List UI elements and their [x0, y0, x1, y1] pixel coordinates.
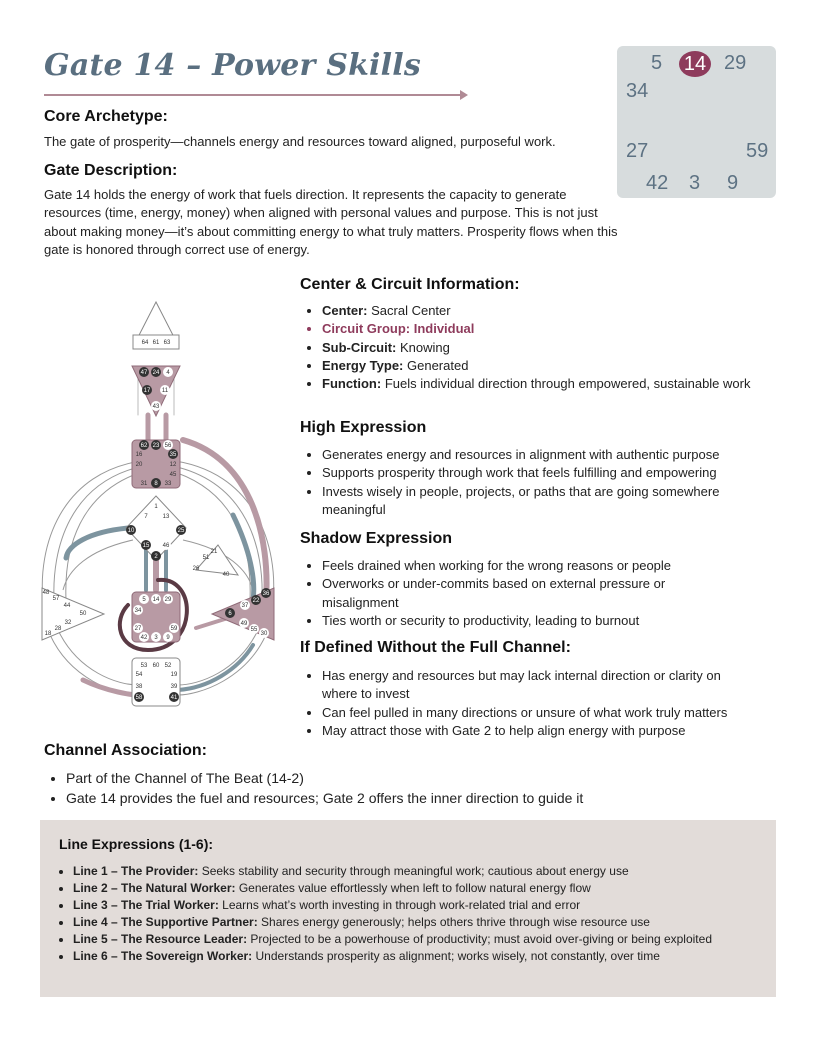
gate-label: 2 [154, 554, 158, 560]
gate-label: 27 [134, 626, 142, 632]
gate-label: 47 [140, 370, 148, 376]
gate-label: 10 [127, 528, 135, 534]
list-item: • Gate 14 provides the fuel and resources; Gate 2 offers the inner direction to guide it [66, 788, 744, 808]
page-title: Gate 14 – Power Skills [44, 48, 421, 83]
gate-label: 61 [152, 340, 160, 346]
core-archetype-section [44, 108, 614, 151]
list-item: • Generates energy and resources in alignment with authentic purpose [322, 446, 770, 464]
gate-label: 59 [170, 626, 178, 632]
gate-label: 56 [164, 443, 172, 449]
gate-number: 5 [651, 52, 663, 74]
high-expression-heading: High Expression [300, 419, 427, 436]
list-item: • Function: Fuels individual direction through empowered, sustainable work [322, 375, 770, 393]
defined-list [300, 667, 752, 740]
list-item: • Feels drained when working for the wrong reasons or people [322, 557, 732, 575]
gate-label: 43 [152, 404, 160, 410]
gate-label: 29 [164, 597, 172, 603]
gate-label: 23 [152, 443, 160, 449]
divider-arrow-icon [460, 90, 468, 100]
gate-label: 53 [140, 663, 148, 669]
gate-label: 5 [142, 597, 146, 603]
core-archetype-heading: Core Archetype: [44, 108, 168, 125]
gate-label: 37 [241, 603, 249, 609]
gate-label: 58 [135, 695, 143, 701]
gate-label: 38 [135, 684, 143, 690]
list-item: • May attract those with Gate 2 to help align energy with purpose [322, 722, 752, 740]
shadow-expression-list [300, 557, 732, 630]
list-item: • Line 3 – The Trial Worker: Learns what’s worth investing in through work-related trial and error [73, 897, 773, 914]
list-item: • Sub-Circuit: Knowing [322, 339, 770, 357]
center-circuit-section [300, 276, 770, 393]
gate-label: 64 [141, 340, 149, 346]
gate-label: 14 [152, 597, 160, 603]
gate-description-text: Gate 14 holds the energy of work that fuels direction. It represents the capacity to generate resources (time, energy, money) when aligned with personal values and purpose. This is not just about making money—it’s about committing energy to what truly matters. Prosperity flows when this gate is honored through correct use of energy. [44, 187, 618, 257]
gate-label: 1 [154, 504, 158, 510]
gate-label: 13 [162, 514, 170, 520]
list-item: • Part of the Channel of The Beat (14-2) [66, 768, 744, 788]
gate-label: 55 [250, 627, 258, 633]
list-item: • Can feel pulled in many directions or unsure of what work truly matters [322, 704, 752, 722]
gate-label: 25 [177, 528, 185, 534]
list-item: • Line 1 – The Provider: Seeks stability and security through meaningful work; cautious about energy use [73, 863, 773, 880]
shadow-expression-section [300, 530, 740, 630]
gate-label: 50 [79, 611, 87, 617]
list-item: • Line 2 – The Natural Worker: Generates value effortlessly when left to follow natural energy flow [73, 880, 773, 897]
center-circuit-heading: Center & Circuit Information: [300, 276, 520, 293]
gate-label: 34 [134, 608, 142, 614]
list-item: • Ties worth or security to productivity, leading to burnout [322, 612, 732, 630]
gate-label: 18 [44, 631, 52, 637]
gate-label: 35 [169, 452, 177, 458]
core-archetype-text: The gate of prosperity—channels energy and resources toward aligned, purposeful work. [44, 134, 556, 149]
gate-label: 54 [135, 672, 143, 678]
channel-association-heading: Channel Association: [44, 742, 207, 759]
gate-label: 39 [170, 684, 178, 690]
gate-label: 26 [192, 566, 200, 572]
gate-label: 52 [164, 663, 172, 669]
defined-heading: If Defined Without the Full Channel: [300, 639, 571, 656]
list-item: • Overworks or under-commits based on external pressure or misalignment [322, 575, 732, 612]
gate-label: 36 [262, 591, 270, 597]
gate-label: 41 [170, 695, 178, 701]
gate-label: 51 [202, 555, 210, 561]
gate-label: 32 [64, 620, 72, 626]
line-expressions-heading: Line Expressions (1-6): [59, 836, 214, 852]
bodygraph-diagram [38, 300, 278, 710]
center-circuit-list [300, 302, 770, 393]
gate-label: 60 [152, 663, 160, 669]
gate-label: 30 [260, 631, 268, 637]
line-expressions-list [53, 863, 773, 965]
bodygraph-svg [38, 300, 278, 710]
gate-number: 29 [724, 52, 747, 74]
gate-number: 27 [626, 140, 649, 162]
list-item: • Energy Type: Generated [322, 357, 770, 375]
list-item: • Line 5 – The Resource Leader: Projected to be a powerhouse of productivity; must avoid over-giving or being exploited [73, 931, 773, 948]
list-item: • Line 4 – The Supportive Partner: Shares energy generously; helps others thrive through wise resource use [73, 914, 773, 931]
gate-label: 12 [169, 462, 177, 468]
gate-label: 7 [144, 514, 148, 520]
gate-description-section [44, 162, 618, 259]
gate-label: 57 [52, 596, 60, 602]
gate-label: 9 [166, 635, 170, 641]
gate-label: 42 [140, 635, 148, 641]
gate-number: 34 [626, 80, 649, 102]
shadow-expression-heading: Shadow Expression [300, 530, 453, 547]
gate-label: 22 [252, 598, 260, 604]
gate-description-heading: Gate Description: [44, 162, 178, 179]
gate-label: 49 [240, 621, 248, 627]
channel-association-section [44, 742, 744, 808]
list-item: • Line 6 – The Sovereign Worker: Understands prosperity as alignment; works wisely, not constantly, over time [73, 948, 773, 965]
gate-label: 40 [222, 572, 230, 578]
list-item: • Supports prosperity through work that feels fulfilling and empowering [322, 464, 770, 482]
gate-label: 3 [154, 635, 158, 641]
gate-number-active: 14 [679, 51, 711, 77]
gate-label: 4 [166, 370, 170, 376]
gate-label: 15 [142, 543, 150, 549]
gate-label: 20 [135, 462, 143, 468]
gate-label: 11 [161, 388, 169, 394]
gate-label: 62 [140, 443, 148, 449]
high-expression-list [300, 446, 770, 519]
gate-mandala [617, 46, 776, 198]
defined-section [300, 639, 770, 740]
gate-label: 8 [154, 481, 158, 487]
gate-label: 45 [169, 472, 177, 478]
list-item: • Center: Sacral Center [322, 302, 770, 320]
gate-number: 59 [746, 140, 769, 162]
list-item-highlight: • Circuit Group: Individual [322, 320, 770, 338]
gate-label: 44 [63, 603, 71, 609]
title-divider [44, 94, 462, 96]
gate-label: 28 [54, 626, 62, 632]
gate-label: 16 [135, 452, 143, 458]
list-item: • Has energy and resources but may lack internal direction or clarity on where to invest [322, 667, 752, 704]
gate-number: 3 [689, 172, 701, 194]
high-expression-section [300, 419, 770, 519]
gate-label: 6 [228, 611, 232, 617]
gate-label: 24 [152, 370, 160, 376]
gate-label: 19 [170, 672, 178, 678]
gate-label: 31 [140, 481, 148, 487]
gate-number: 9 [727, 172, 739, 194]
gate-label: 63 [163, 340, 171, 346]
gate-label: 33 [164, 481, 172, 487]
gate-number: 42 [646, 172, 669, 194]
line-expressions-box [40, 820, 776, 997]
gate-label: 21 [210, 549, 218, 555]
gate-label: 48 [42, 590, 50, 596]
gate-label: 46 [162, 543, 170, 549]
gate-label: 17 [143, 388, 151, 394]
list-item: • Invests wisely in people, projects, or paths that are going somewhere meaningful [322, 483, 770, 520]
channel-association-list [44, 768, 744, 808]
